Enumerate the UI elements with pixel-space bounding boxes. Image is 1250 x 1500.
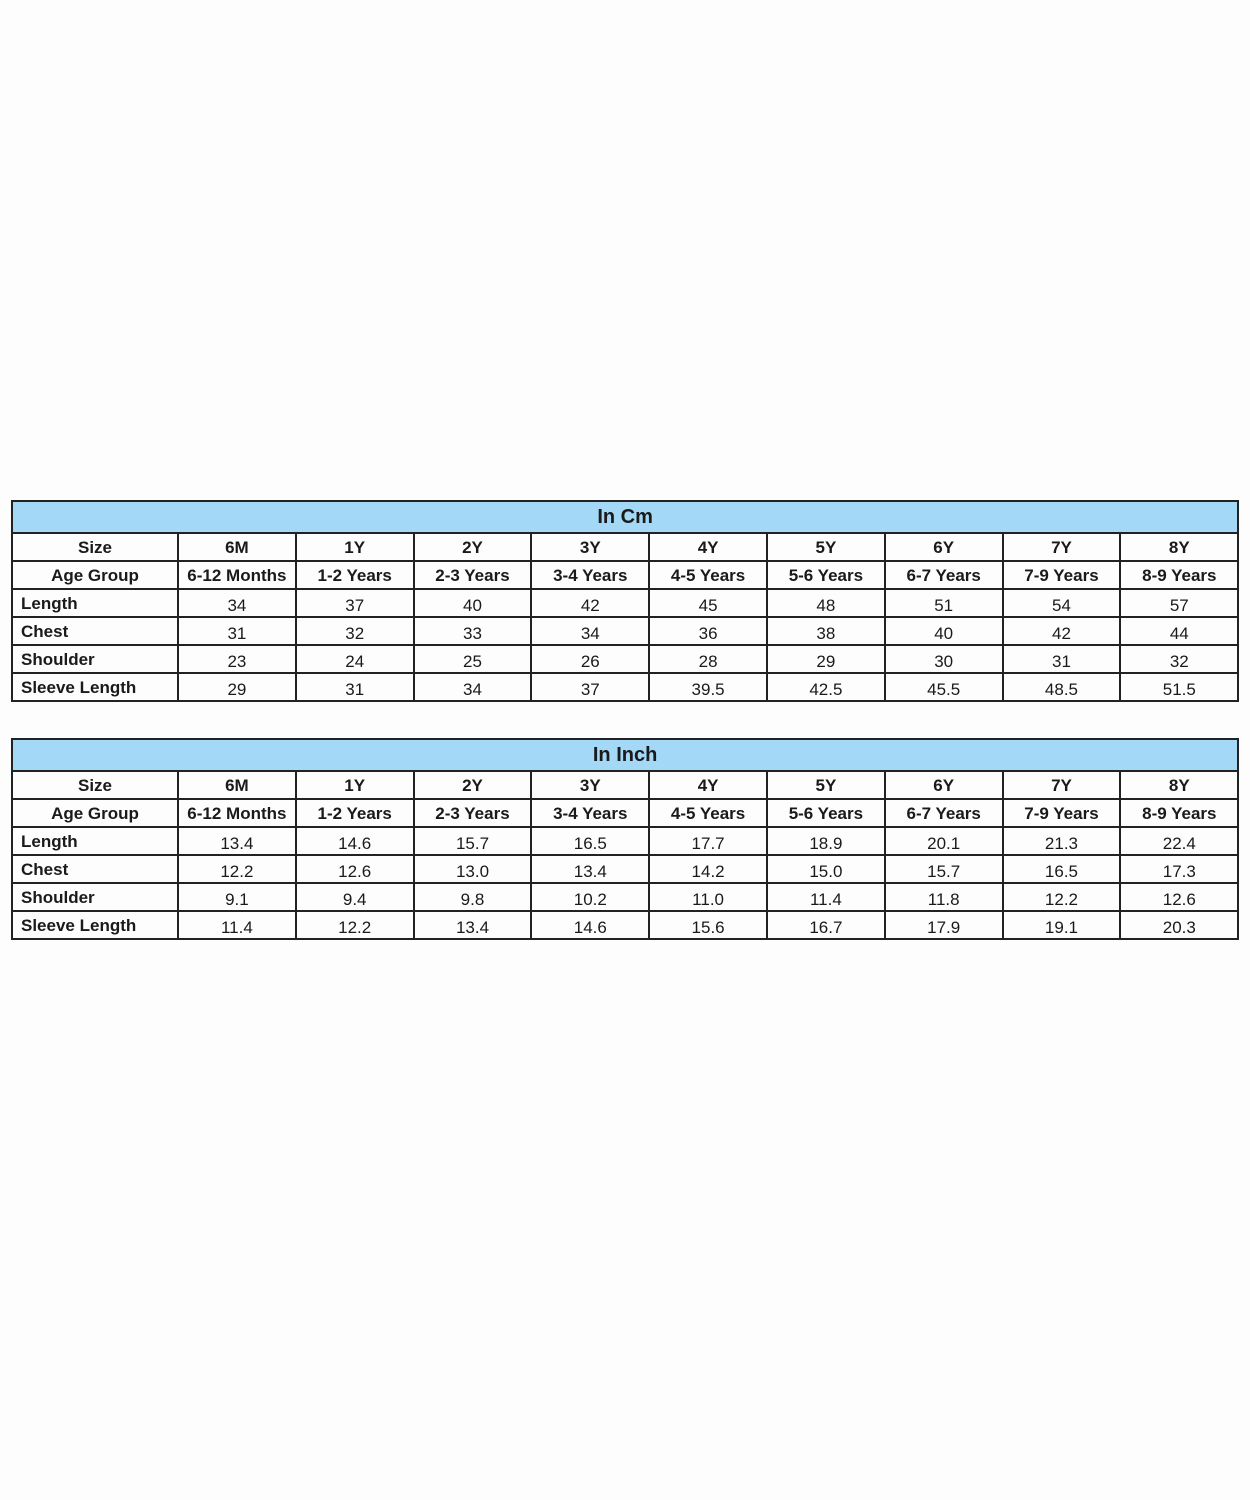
measurement-value: 51.5	[1120, 673, 1238, 701]
age-group-cell: 2-3 Years	[414, 799, 532, 827]
size-header-row	[12, 533, 1238, 561]
measurement-value: 12.2	[1003, 883, 1121, 911]
age-group-label: Age Group	[12, 561, 178, 589]
age-group-row	[12, 561, 1238, 589]
size-header-label: Size	[12, 533, 178, 561]
table-row	[12, 855, 1238, 883]
size-header-cell: 8Y	[1120, 771, 1238, 799]
measurement-value: 54	[1003, 589, 1121, 617]
measurement-value: 42	[1003, 617, 1121, 645]
measurement-label: Shoulder	[12, 645, 178, 673]
size-header-cell: 6Y	[885, 533, 1003, 561]
size-header-cell: 5Y	[767, 533, 885, 561]
measurement-value: 15.7	[885, 855, 1003, 883]
measurement-label: Sleeve Length	[12, 911, 178, 939]
measurement-value: 45	[649, 589, 767, 617]
measurement-value: 31	[1003, 645, 1121, 673]
size-header-cell: 5Y	[767, 771, 885, 799]
measurement-value: 9.8	[414, 883, 532, 911]
table-title: In Inch	[12, 739, 1238, 771]
measurement-value: 13.4	[178, 827, 296, 855]
size-header-cell: 2Y	[414, 771, 532, 799]
measurement-value: 9.4	[296, 883, 414, 911]
size-header-cell: 4Y	[649, 533, 767, 561]
table-row	[12, 883, 1238, 911]
measurement-value: 12.2	[178, 855, 296, 883]
table-row	[12, 645, 1238, 673]
measurement-value: 15.0	[767, 855, 885, 883]
measurement-value: 14.6	[531, 911, 649, 939]
measurement-value: 34	[178, 589, 296, 617]
table-title: In Cm	[12, 501, 1238, 533]
measurement-label: Chest	[12, 855, 178, 883]
measurement-value: 37	[296, 589, 414, 617]
measurement-value: 16.5	[1003, 855, 1121, 883]
measurement-value: 48.5	[1003, 673, 1121, 701]
measurement-value: 32	[1120, 645, 1238, 673]
measurement-value: 40	[885, 617, 1003, 645]
measurement-label: Sleeve Length	[12, 673, 178, 701]
measurement-value: 31	[178, 617, 296, 645]
size-header-cell: 7Y	[1003, 771, 1121, 799]
measurement-value: 23	[178, 645, 296, 673]
measurement-value: 11.0	[649, 883, 767, 911]
age-group-cell: 2-3 Years	[414, 561, 532, 589]
measurement-value: 39.5	[649, 673, 767, 701]
size-header-cell: 3Y	[531, 771, 649, 799]
age-group-cell: 6-12 Months	[178, 799, 296, 827]
age-group-cell: 7-9 Years	[1003, 561, 1121, 589]
size-header-cell: 6M	[178, 533, 296, 561]
measurement-value: 13.4	[531, 855, 649, 883]
size-header-cell: 3Y	[531, 533, 649, 561]
measurement-value: 11.4	[178, 911, 296, 939]
measurement-value: 12.2	[296, 911, 414, 939]
age-group-cell: 6-7 Years	[885, 799, 1003, 827]
measurement-value: 18.9	[767, 827, 885, 855]
measurement-value: 16.5	[531, 827, 649, 855]
measurement-value: 14.6	[296, 827, 414, 855]
measurement-value: 21.3	[1003, 827, 1121, 855]
measurement-label: Chest	[12, 617, 178, 645]
size-header-cell: 1Y	[296, 771, 414, 799]
age-group-cell: 5-6 Years	[767, 561, 885, 589]
table-row	[12, 911, 1238, 939]
size-header-cell: 7Y	[1003, 533, 1121, 561]
measurement-label: Length	[12, 589, 178, 617]
table-title-row	[12, 501, 1238, 533]
table-row	[12, 617, 1238, 645]
age-group-cell: 5-6 Years	[767, 799, 885, 827]
measurement-value: 57	[1120, 589, 1238, 617]
measurement-value: 28	[649, 645, 767, 673]
measurement-value: 26	[531, 645, 649, 673]
measurement-value: 29	[178, 673, 296, 701]
age-group-label: Age Group	[12, 799, 178, 827]
age-group-cell: 7-9 Years	[1003, 799, 1121, 827]
size-header-cell: 4Y	[649, 771, 767, 799]
measurement-value: 13.0	[414, 855, 532, 883]
measurement-value: 20.1	[885, 827, 1003, 855]
size-header-cell: 6Y	[885, 771, 1003, 799]
measurement-value: 24	[296, 645, 414, 673]
measurement-value: 10.2	[531, 883, 649, 911]
measurement-value: 11.8	[885, 883, 1003, 911]
measurement-value: 30	[885, 645, 1003, 673]
size-chart-cm-table	[11, 500, 1239, 702]
table-title-row	[12, 739, 1238, 771]
measurement-value: 19.1	[1003, 911, 1121, 939]
size-header-cell: 2Y	[414, 533, 532, 561]
measurement-value: 51	[885, 589, 1003, 617]
age-group-cell: 3-4 Years	[531, 799, 649, 827]
age-group-cell: 1-2 Years	[296, 799, 414, 827]
measurement-value: 32	[296, 617, 414, 645]
measurement-value: 44	[1120, 617, 1238, 645]
measurement-value: 33	[414, 617, 532, 645]
size-header-label: Size	[12, 771, 178, 799]
age-group-cell: 4-5 Years	[649, 561, 767, 589]
size-header-cell: 6M	[178, 771, 296, 799]
age-group-cell: 1-2 Years	[296, 561, 414, 589]
measurement-value: 48	[767, 589, 885, 617]
measurement-value: 34	[531, 617, 649, 645]
measurement-value: 16.7	[767, 911, 885, 939]
age-group-cell: 6-7 Years	[885, 561, 1003, 589]
measurement-value: 37	[531, 673, 649, 701]
measurement-value: 20.3	[1120, 911, 1238, 939]
measurement-label: Shoulder	[12, 883, 178, 911]
age-group-cell: 8-9 Years	[1120, 561, 1238, 589]
measurement-value: 22.4	[1120, 827, 1238, 855]
measurement-value: 34	[414, 673, 532, 701]
measurement-value: 42.5	[767, 673, 885, 701]
measurement-value: 17.9	[885, 911, 1003, 939]
measurement-value: 31	[296, 673, 414, 701]
table-row	[12, 827, 1238, 855]
measurement-value: 15.7	[414, 827, 532, 855]
measurement-value: 17.3	[1120, 855, 1238, 883]
measurement-value: 14.2	[649, 855, 767, 883]
measurement-value: 17.7	[649, 827, 767, 855]
measurement-label: Length	[12, 827, 178, 855]
size-header-row	[12, 771, 1238, 799]
measurement-value: 13.4	[414, 911, 532, 939]
measurement-value: 36	[649, 617, 767, 645]
measurement-value: 42	[531, 589, 649, 617]
measurement-value: 45.5	[885, 673, 1003, 701]
measurement-value: 9.1	[178, 883, 296, 911]
age-group-cell: 3-4 Years	[531, 561, 649, 589]
size-chart-inch-table	[11, 738, 1239, 940]
age-group-cell: 6-12 Months	[178, 561, 296, 589]
measurement-value: 40	[414, 589, 532, 617]
measurement-value: 12.6	[1120, 883, 1238, 911]
table-row	[12, 673, 1238, 701]
measurement-value: 38	[767, 617, 885, 645]
measurement-value: 29	[767, 645, 885, 673]
measurement-value: 15.6	[649, 911, 767, 939]
measurement-value: 12.6	[296, 855, 414, 883]
table-row	[12, 589, 1238, 617]
age-group-cell: 4-5 Years	[649, 799, 767, 827]
age-group-row	[12, 799, 1238, 827]
measurement-value: 25	[414, 645, 532, 673]
size-header-cell: 1Y	[296, 533, 414, 561]
age-group-cell: 8-9 Years	[1120, 799, 1238, 827]
size-header-cell: 8Y	[1120, 533, 1238, 561]
measurement-value: 11.4	[767, 883, 885, 911]
